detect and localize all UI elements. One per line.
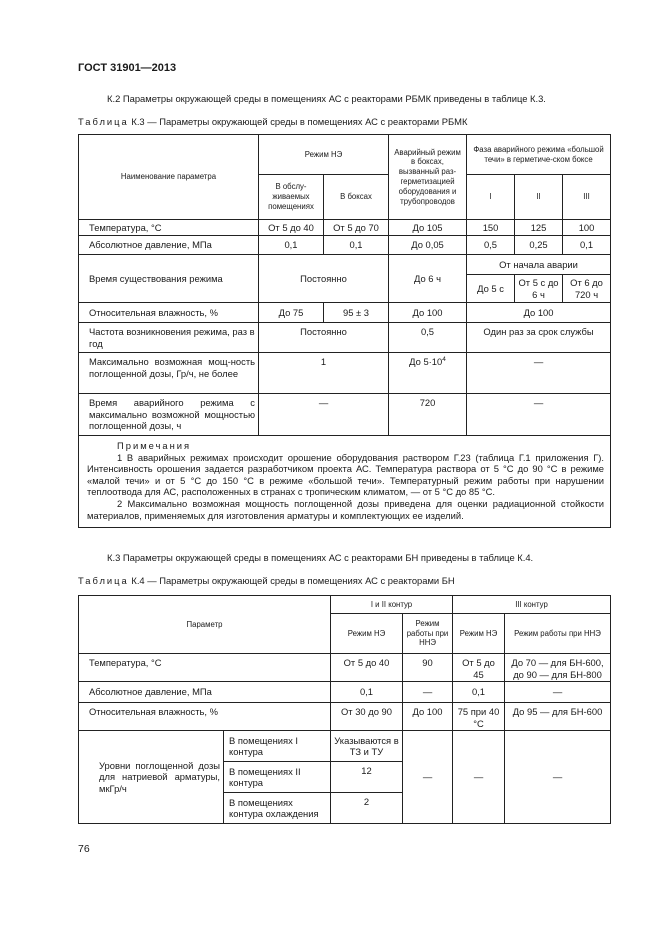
superscript: 4 — [442, 355, 446, 363]
cell: До 0,05 — [389, 236, 467, 255]
sub-label: В помещениях II контура — [224, 762, 331, 793]
cell: 720 — [389, 394, 467, 436]
cell: Постоянно — [259, 255, 389, 303]
sub-label: В помещениях контура охлаждения — [224, 793, 331, 824]
t3-header-param: Наименование параметра — [79, 135, 259, 220]
table-row — [79, 654, 611, 682]
table-row — [79, 353, 611, 394]
table-row — [79, 236, 611, 255]
table-row — [79, 731, 611, 762]
page-number: 76 — [78, 843, 90, 855]
table-row — [79, 682, 611, 703]
cell: Один раз за срок службы — [467, 323, 611, 353]
cell: До 100 — [467, 303, 611, 323]
cell: 75 при 40 °С — [453, 703, 505, 731]
cell: От 5 с до 6 ч — [515, 275, 563, 303]
cell: 95 ± 3 — [324, 303, 389, 323]
table-k3 — [78, 134, 611, 528]
cell: — — [505, 731, 611, 824]
cell: До 70 — для БН-600, до 90 — для БН-800 — [505, 654, 611, 682]
t4-header-ne3: Режим НЭ — [453, 614, 505, 654]
table-k3-caption — [78, 116, 467, 127]
paragraph-k2: К.2 Параметры окружающей среды в помещениях АС с реакторами РБМК приведены в таблице К.3. — [107, 93, 546, 104]
cell: До 95 — для БН-600 — [505, 703, 611, 731]
cell: 150 — [467, 220, 515, 236]
t3-header-I: I — [467, 175, 515, 220]
cell: Указываются в ТЗ и ТУ — [331, 731, 403, 762]
cell: От 5 до 45 — [453, 654, 505, 682]
cell: — — [453, 731, 505, 824]
cell: — — [505, 682, 611, 703]
notes-cell — [79, 436, 611, 528]
paragraph-k3: К.3 Параметры окружающей среды в помещениях АС с реакторами БН приведены в таблице К.4. — [107, 552, 534, 563]
cell-text: До 5·10 — [409, 356, 443, 367]
cell: От 6 до 720 ч — [563, 275, 611, 303]
cell: 1 — [259, 353, 389, 394]
cell: До 5 с — [467, 275, 515, 303]
cell: От 30 до 90 — [331, 703, 403, 731]
table-row — [79, 255, 611, 275]
row-label: Частота возникновения режима, раз в год — [79, 323, 259, 353]
caption-word: Таблица — [78, 116, 129, 127]
cell: — — [467, 353, 611, 394]
notes-title: Примечания — [117, 440, 192, 451]
sub-label: В помещениях I контура — [224, 731, 331, 762]
t3-header-ne: Режим НЭ — [259, 135, 389, 175]
caption-text: К.3 — Параметры окружающей среды в помещениях АС с реакторами РБМК — [128, 116, 468, 127]
row-label: Температура, °С — [79, 654, 331, 682]
cell: 0,1 — [453, 682, 505, 703]
table-k4-caption — [78, 575, 455, 586]
cell — [389, 353, 467, 394]
t4-header-c12: I и II контур — [331, 596, 453, 614]
table-notes-row — [79, 436, 611, 528]
table-row — [79, 303, 611, 323]
t4-header-c3: III контур — [453, 596, 611, 614]
cell: До 100 — [403, 703, 453, 731]
row-label: Время существования режима — [79, 255, 259, 303]
row-label: Абсолютное давление, МПа — [79, 682, 331, 703]
cell: 0,1 — [259, 236, 324, 255]
table-row — [79, 703, 611, 731]
cell: 0,5 — [467, 236, 515, 255]
cell: От 5 до 40 — [331, 654, 403, 682]
table-row — [79, 394, 611, 436]
document-header: ГОСТ 31901—2013 — [78, 62, 177, 74]
row-label: Уровни поглощенной дозы для натриевой арматуры, мкГр/ч — [79, 731, 224, 824]
cell: — — [403, 731, 453, 824]
row-label: Абсолютное давление, МПа — [79, 236, 259, 255]
caption-word: Таблица — [78, 575, 129, 586]
cell: — — [467, 394, 611, 436]
cell: До 6 ч — [389, 255, 467, 303]
t4-header-param: Параметр — [79, 596, 331, 654]
row-label: Максимально возможная мощ-ность поглощенной дозы, Гр/ч, не более — [79, 353, 259, 394]
t3-header-ne-box: В боксах — [324, 175, 389, 220]
cell: От 5 до 70 — [324, 220, 389, 236]
table-row — [79, 220, 611, 236]
cell: 0,5 — [389, 323, 467, 353]
cell: До 105 — [389, 220, 467, 236]
t3-header-II: II — [515, 175, 563, 220]
t3-header-avar: Аварийный режим в боксах, вызванный раз-герметизацией оборудования и трубопроводов — [389, 135, 467, 220]
cell: 100 — [563, 220, 611, 236]
note-1: 1 В аварийных режимах происходит орошение оборудования раствором Г.23 (таблица Г.1 приложения Г). Интенсивность орошения задается разработчиком проекта АС. Температура раствора от 5 °С до 90 °С в режиме «малой течи» и от 5 °С до 150 °С в режиме «большой течи». Температурный режим работы при нарушении теплоотвода для АС, расположенных в странах с тропическим климатом, — от 5 °С до 85 °С. — [87, 451, 605, 498]
cell: От начала аварии — [467, 255, 611, 275]
t4-header-ne: Режим НЭ — [331, 614, 403, 654]
cell: 0,25 — [515, 236, 563, 255]
cell: 0,1 — [331, 682, 403, 703]
t4-header-nne: Режим работы при ННЭ — [403, 614, 453, 654]
cell: 90 — [403, 654, 453, 682]
caption-text: К.4 — Параметры окружающей среды в помещениях АС с реакторами БН — [128, 575, 455, 586]
table-k4 — [78, 595, 611, 824]
cell: — — [259, 394, 389, 436]
row-label: Температура, °С — [79, 220, 259, 236]
t3-header-ne-serviced: В обслу-живаемых помещениях — [259, 175, 324, 220]
row-label: Относительная влажность, % — [79, 703, 331, 731]
cell: — — [403, 682, 453, 703]
cell: 2 — [331, 793, 403, 824]
cell: 12 — [331, 762, 403, 793]
cell: 0,1 — [324, 236, 389, 255]
row-label: Относительная влажность, % — [79, 303, 259, 323]
cell: 125 — [515, 220, 563, 236]
t3-header-phase: Фаза аварийного режима «большой течи» в герметиче-ском боксе — [467, 135, 611, 175]
note-2: 2 Максимально возможная мощность поглощенной дозы приведена для оценки радиационной стойкости материалов, применяемых для изготовления арматуры и комплектующих ее изделий. — [87, 497, 605, 521]
table-row — [79, 323, 611, 353]
cell: 0,1 — [563, 236, 611, 255]
cell: Постоянно — [259, 323, 389, 353]
row-label: Время аварийного режима с максимально возможной мощностью поглощенной дозы, ч — [79, 394, 259, 436]
cell: От 5 до 40 — [259, 220, 324, 236]
cell: До 100 — [389, 303, 467, 323]
t4-header-nne3: Режим работы при ННЭ — [505, 614, 611, 654]
cell: До 75 — [259, 303, 324, 323]
t3-header-III: III — [563, 175, 611, 220]
